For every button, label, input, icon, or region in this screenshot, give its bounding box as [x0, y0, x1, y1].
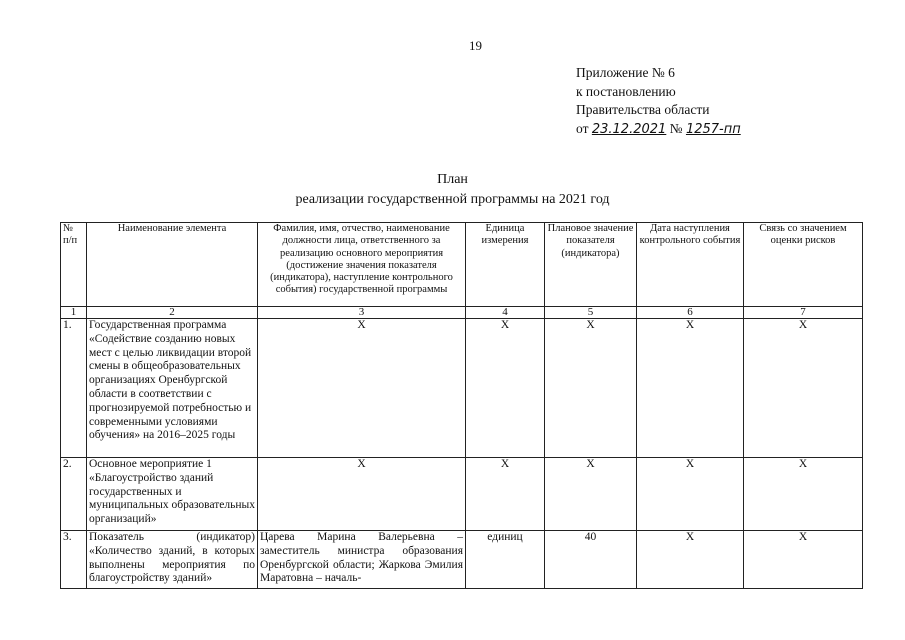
header-cell: Дата наступления контрольного события [637, 223, 744, 307]
header-cell: Наименование элемента [87, 223, 258, 307]
header-cell: Плановое значение показателя (индикатора) [545, 223, 637, 307]
appendix-line-4 [576, 120, 741, 140]
column-number: 3 [258, 307, 466, 319]
plan-subtitle: реализации государственной программы на 2021 год [295, 192, 610, 207]
appendix-line-2: к постановлению [576, 83, 676, 99]
responsible-person: X [258, 319, 466, 458]
resolution-date: 23.12.2021 [591, 121, 667, 137]
risk-link: X [744, 531, 863, 589]
plan-table [60, 222, 863, 589]
plan-title: План [437, 172, 468, 187]
column-number: 1 [61, 307, 87, 319]
table-row [61, 458, 863, 531]
header-cell: Единица измерения [466, 223, 545, 307]
responsible-person: Царева Марина Валерьевна – заместитель министра образования Оренбургской области; Жаркова Эмилия Маратовна – началь- [258, 531, 466, 589]
element-name: Государственная программа «Содействие созданию новых мест с целью ликвидации второй смены в общеобразовательных организациях Оренбургской области в соответствии с прогнозируемой потребностью и современными условиями обучения» на 2016–2025 годы [87, 319, 258, 458]
column-number: 4 [466, 307, 545, 319]
plan-value: X [545, 458, 637, 531]
column-number: 5 [545, 307, 637, 319]
row-number: 1. [61, 319, 87, 458]
header-cell: Связь со значением оценки рисков [744, 223, 863, 307]
appendix-no: № [669, 120, 683, 136]
element-name: Основное мероприятие 1 «Благоустройство зданий государственных и муниципальных образовательных организаций» [87, 458, 258, 531]
column-number: 7 [744, 307, 863, 319]
appendix-line-3: Правительства области [576, 102, 710, 117]
risk-link: X [744, 319, 863, 458]
column-number-row [61, 307, 863, 319]
event-date: X [637, 458, 744, 531]
row-number: 3. [61, 531, 87, 589]
resolution-number: 1257-пп [685, 121, 741, 137]
unit: единиц [466, 531, 545, 589]
appendix-from: от [576, 120, 589, 136]
table-row [61, 319, 863, 458]
event-date: X [637, 319, 744, 458]
responsible-person: X [258, 458, 466, 531]
header-cell: № п/п [61, 223, 87, 307]
table-row [61, 531, 863, 589]
appendix-block [576, 64, 741, 139]
element-name: Показатель (индикатор) «Количество зданий, в которых выполнены мероприятия по благоустройству зданий» [87, 531, 258, 589]
header-row [61, 223, 863, 307]
column-number: 2 [87, 307, 258, 319]
header-cell: Фамилия, имя, отчество, наименование должности лица, ответственного за реализацию основного мероприятия (достижение значения показателя (индикатора), наступление контрольного события) государственной программы [258, 223, 466, 307]
row-number: 2. [61, 458, 87, 531]
column-number: 6 [637, 307, 744, 319]
page-number: 19 [469, 38, 482, 53]
risk-link: X [744, 458, 863, 531]
unit: X [466, 319, 545, 458]
plan-value: X [545, 319, 637, 458]
appendix-line-1: Приложение № 6 [576, 65, 675, 80]
unit: X [466, 458, 545, 531]
event-date: X [637, 531, 744, 589]
plan-value: 40 [545, 531, 637, 589]
